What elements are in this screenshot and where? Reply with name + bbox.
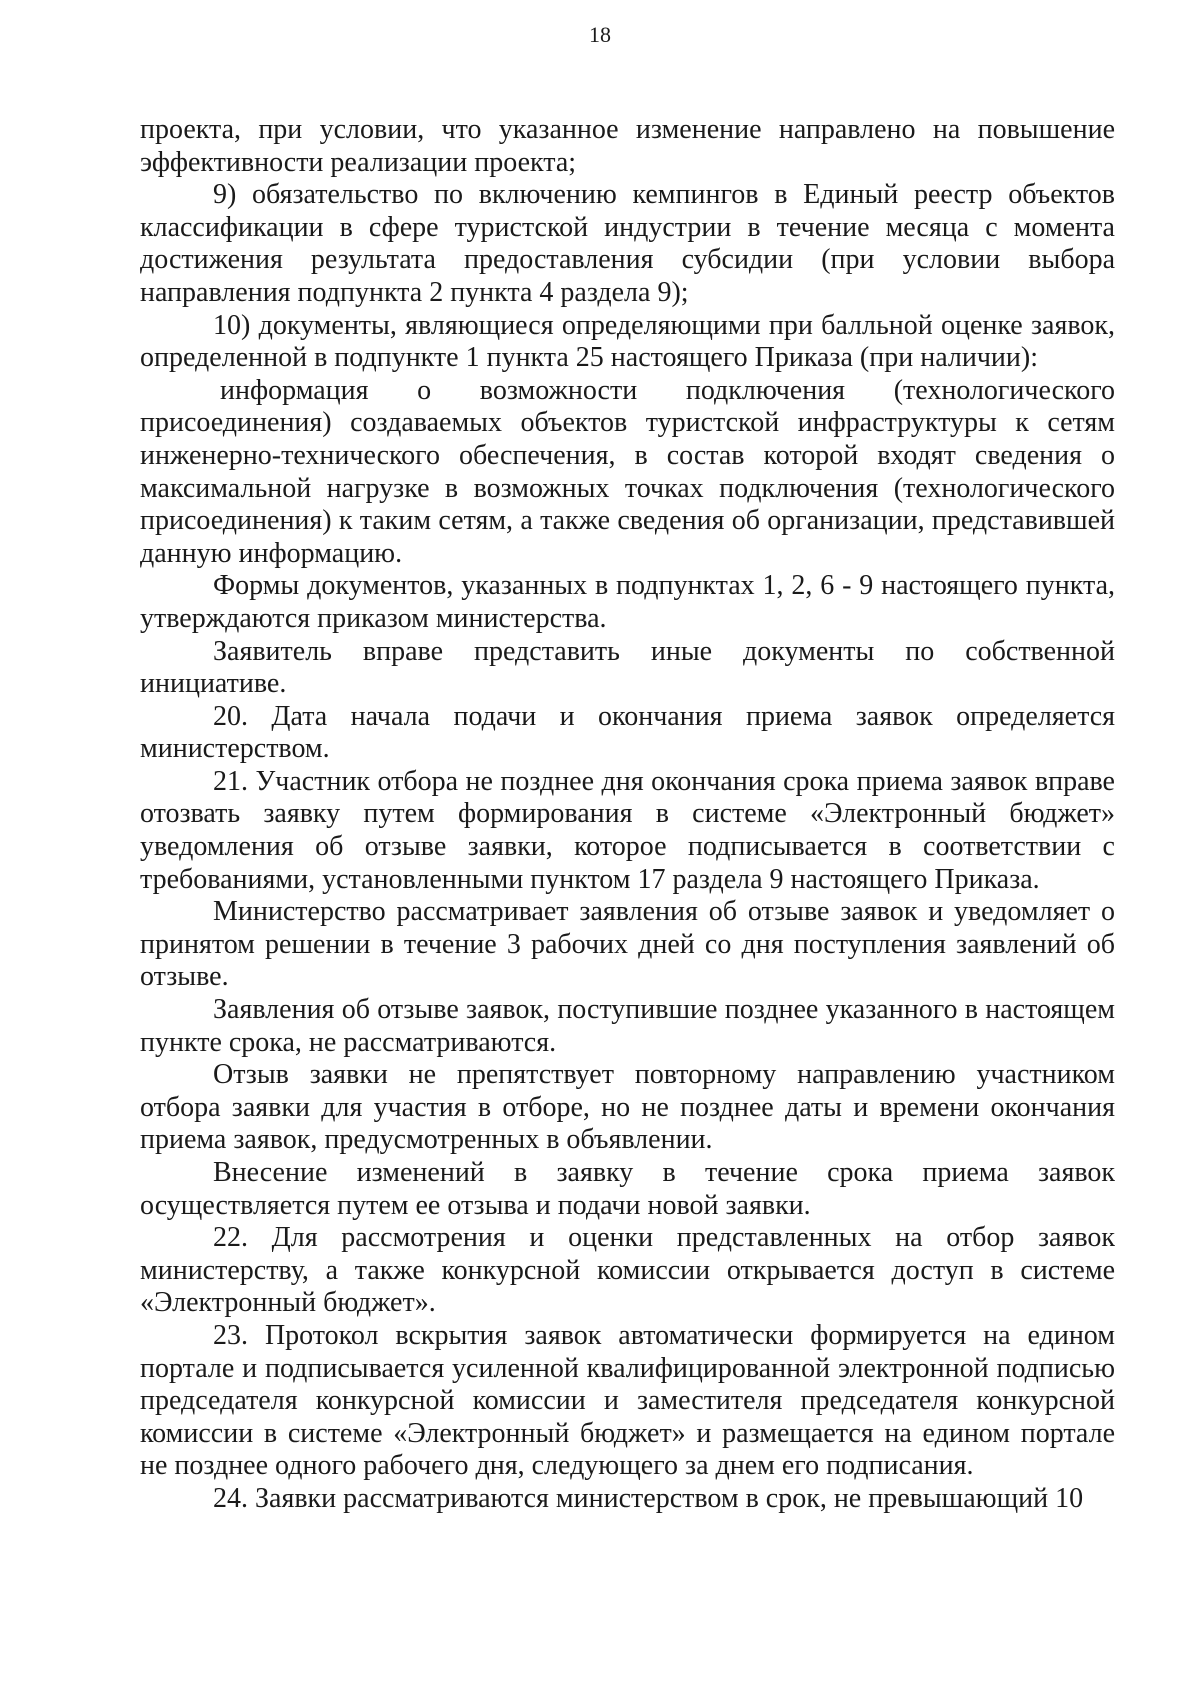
page-number: 18 xyxy=(589,22,611,47)
paragraph-applicant-rights: Заявитель вправе представить иные документы по собственной инициативе. xyxy=(140,635,1115,700)
paragraph-item-9: 9) обязательство по включению кемпингов в Единый реестр объектов классификации в сфере туристской индустрии в течение месяца с момента достижения результата предоставления субсидии (при условии выбора направления подпункта 2 пункта 4 раздела 9); xyxy=(140,179,1115,308)
paragraph-withdrawal-review: Министерство рассматривает заявления об отзыве заявок и уведомляет о принятом решении в течение 3 рабочих дней со дня поступления заявлений об отзыве. xyxy=(140,896,1115,993)
paragraph-late-withdrawal: Заявления об отзыве заявок, поступившие позднее указанного в настоящем пункте срока, не рассматриваются. xyxy=(140,994,1115,1058)
paragraph-clause-22: 22. Для рассмотрения и оценки представленных на отбор заявок министерству, а также конкурсной комиссии открывается доступ в системе «Электронный бюджет». xyxy=(140,1222,1115,1319)
paragraph-clause-24: 24. Заявки рассматриваются министерством в срок, не превышающий 10 xyxy=(213,1482,1084,1514)
paragraph-item-10: 10) документы, являющиеся определяющими при балльной оценке заявок, определенной в подпункте 1 пункта 25 настоящего Приказа (при наличии): xyxy=(140,309,1115,374)
document-body xyxy=(140,114,1115,1516)
paragraph-connection-info: информация о возможности подключения (технологического присоединения) создаваемых объектов туристской инфраструктуры к сетям инженерно-технического обеспечения, в состав которой входят сведения о максимальной нагрузке в возможных точках подключения (технологического присоединения) к таким сетям, а также сведения об организации, представившей данную информацию. xyxy=(140,374,1115,569)
paragraph-clause-20: 20. Дата начала подачи и окончания приема заявок определяется министерством. xyxy=(140,700,1115,765)
paragraph-document-forms: Формы документов, указанных в подпунктах 1, 2, 6 - 9 настоящего пункта, утверждаются приказом министерства. xyxy=(140,570,1115,634)
paragraph-clause-21: 21. Участник отбора не позднее дня окончания срока приема заявок вправе отозвать заявку путем формирования в системе «Электронный бюджет» уведомления об отзыве заявки, которое подписывается в соответствии с требованиями, установленными пунктом 17 раздела 9 настоящего Приказа. xyxy=(140,765,1115,895)
paragraph-clause-23: 23. Протокол вскрытия заявок автоматически формируется на едином портале и подписывается усиленной квалифицированной электронной подписью председателя конкурсной комиссии и заместителя председателя конкурсной комиссии в системе «Электронный бюджет» и размещается на едином портале не позднее одного рабочего дня, следующего за днем его подписания. xyxy=(140,1319,1115,1482)
paragraph-amendments: Внесение изменений в заявку в течение срока приема заявок осуществляется путем ее отзыва и подачи новой заявки. xyxy=(140,1157,1115,1221)
paragraph-continuation: проекта, при условии, что указанное изменение направлено на повышение эффективности реализации проекта; xyxy=(140,114,1115,178)
paragraph-resubmission: Отзыв заявки не препятствует повторному направлению участником отбора заявки для участия в отборе, но не позднее даты и времени окончания приема заявок, предусмотренных в объявлении. xyxy=(140,1059,1115,1156)
